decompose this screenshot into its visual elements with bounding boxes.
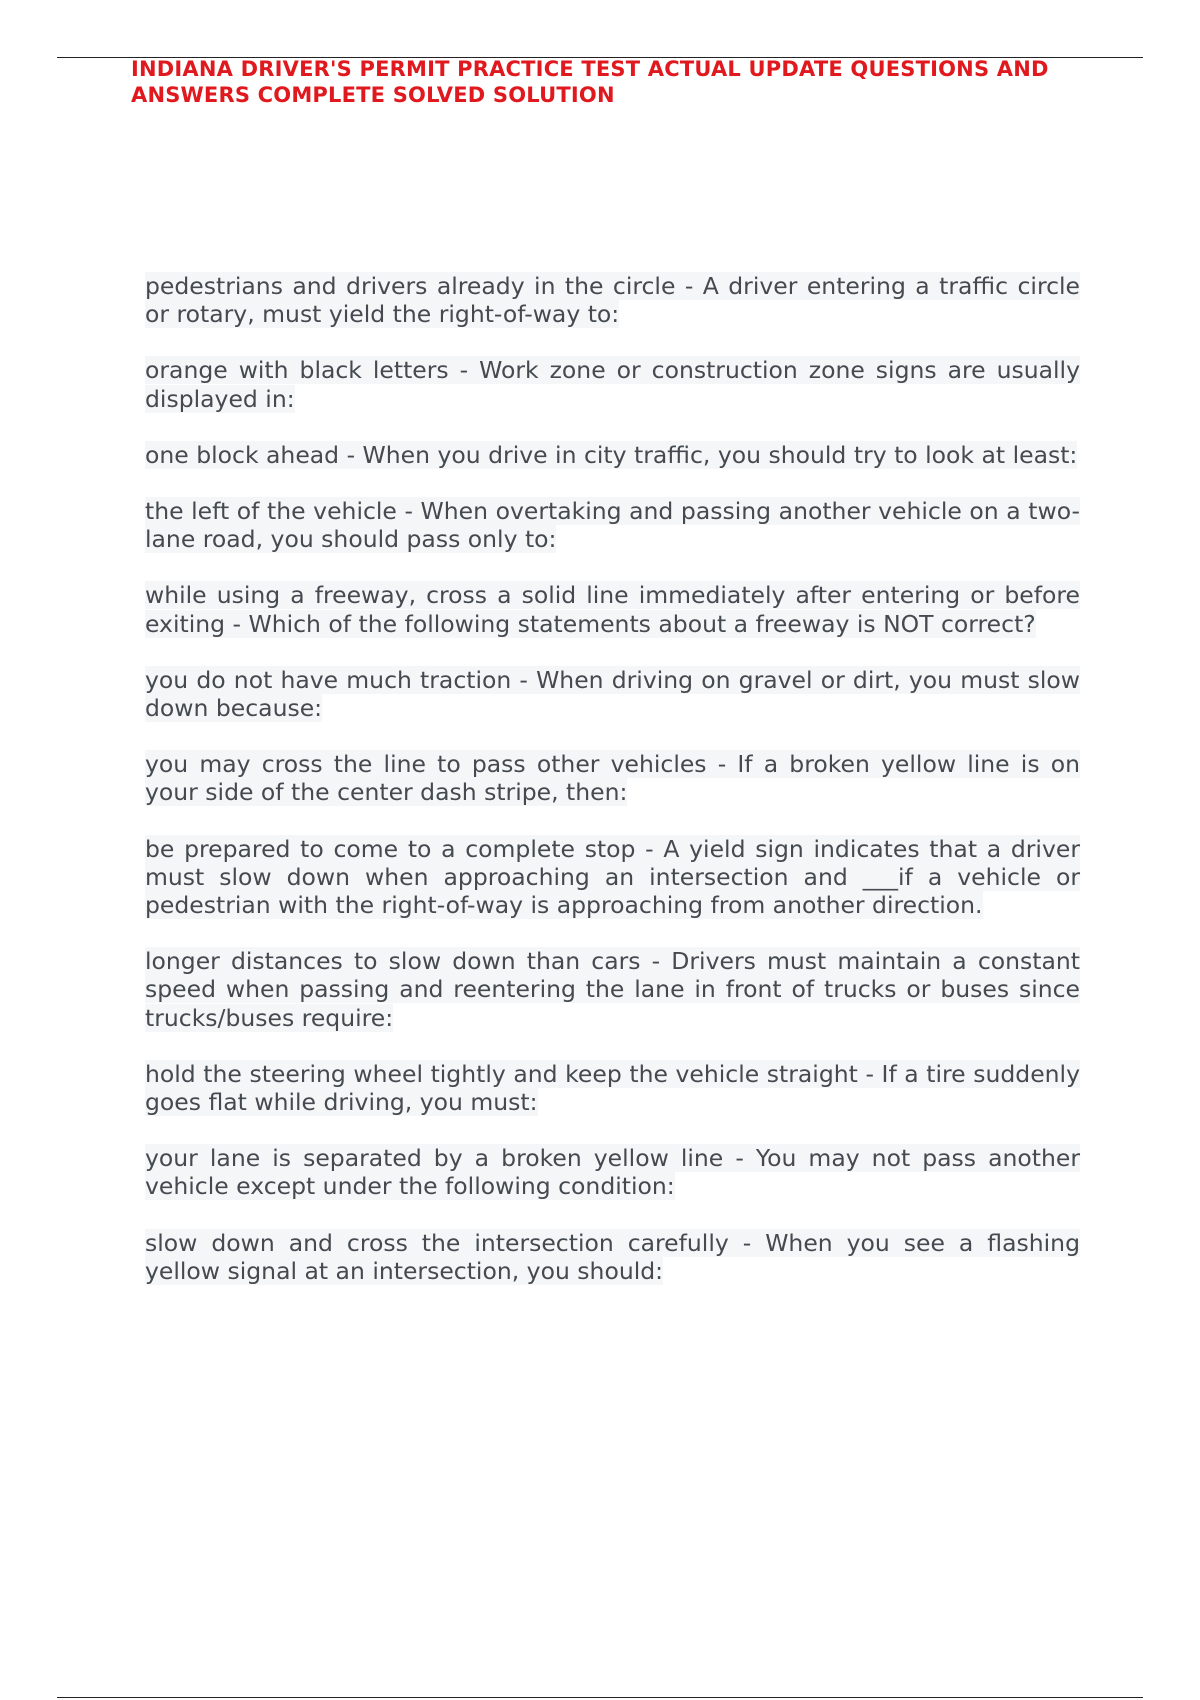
footer-divider <box>57 1697 1143 1698</box>
qa-text: be prepared to come to a complete stop - A yield sign indicates that a driver must slow down when approaching an intersection and ___if a vehicle or pedestrian with the right-of-way is approaching from another direction. <box>145 834 1080 920</box>
qa-text: the left of the vehicle - When overtaking and passing another vehicle on a two-lane road, you should pass only to: <box>145 497 1080 554</box>
qa-item <box>145 666 1080 722</box>
qa-text: slow down and cross the intersection carefully - When you see a flashing yellow signal at an intersection, you should: <box>145 1228 1080 1285</box>
qa-item <box>145 356 1080 412</box>
qa-text: longer distances to slow down than cars - Drivers must maintain a constant speed when passing and reentering the lane in front of trucks or buses since trucks/buses require: <box>145 947 1080 1032</box>
qa-item <box>145 835 1080 920</box>
qa-text: you do not have much traction - When driving on gravel or dirt, you must slow down because: <box>145 665 1080 723</box>
qa-text: hold the steering wheel tightly and keep the vehicle straight - If a tire suddenly goes flat while driving, you must: <box>145 1059 1080 1117</box>
qa-item <box>145 1144 1080 1200</box>
qa-item <box>145 750 1080 806</box>
qa-text: one block ahead - When you drive in city traffic, you should try to look at least: <box>145 440 1078 469</box>
document-title: INDIANA DRIVER'S PERMIT PRACTICE TEST ACTUAL UPDATE QUESTIONS AND ANSWERS COMPLETE SOLVED SOLUTION <box>131 57 1049 107</box>
qa-text: orange with black letters - Work zone or construction zone signs are usually displayed in: <box>145 356 1080 413</box>
qa-item <box>145 581 1080 637</box>
qa-text: pedestrians and drivers already in the circle - A driver entering a traffic circle or rotary, must yield the right-of-way to: <box>145 272 1080 329</box>
qa-item <box>145 497 1080 553</box>
qa-text: while using a freeway, cross a solid line immediately after entering or before exiting - Which of the following statements about a freeway is NOT correct? <box>145 581 1080 638</box>
qa-item <box>145 1229 1080 1285</box>
qa-text: your lane is separated by a broken yellow line - You may not pass another vehicle except under the following condition: <box>145 1144 1080 1201</box>
qa-item <box>145 1060 1080 1116</box>
qa-item <box>145 441 1080 469</box>
qa-item <box>145 947 1080 1032</box>
qa-text: you may cross the line to pass other vehicles - If a broken yellow line is on your side of the center dash stripe, then: <box>145 750 1080 807</box>
qa-list <box>145 272 1080 1313</box>
qa-item <box>145 272 1080 328</box>
